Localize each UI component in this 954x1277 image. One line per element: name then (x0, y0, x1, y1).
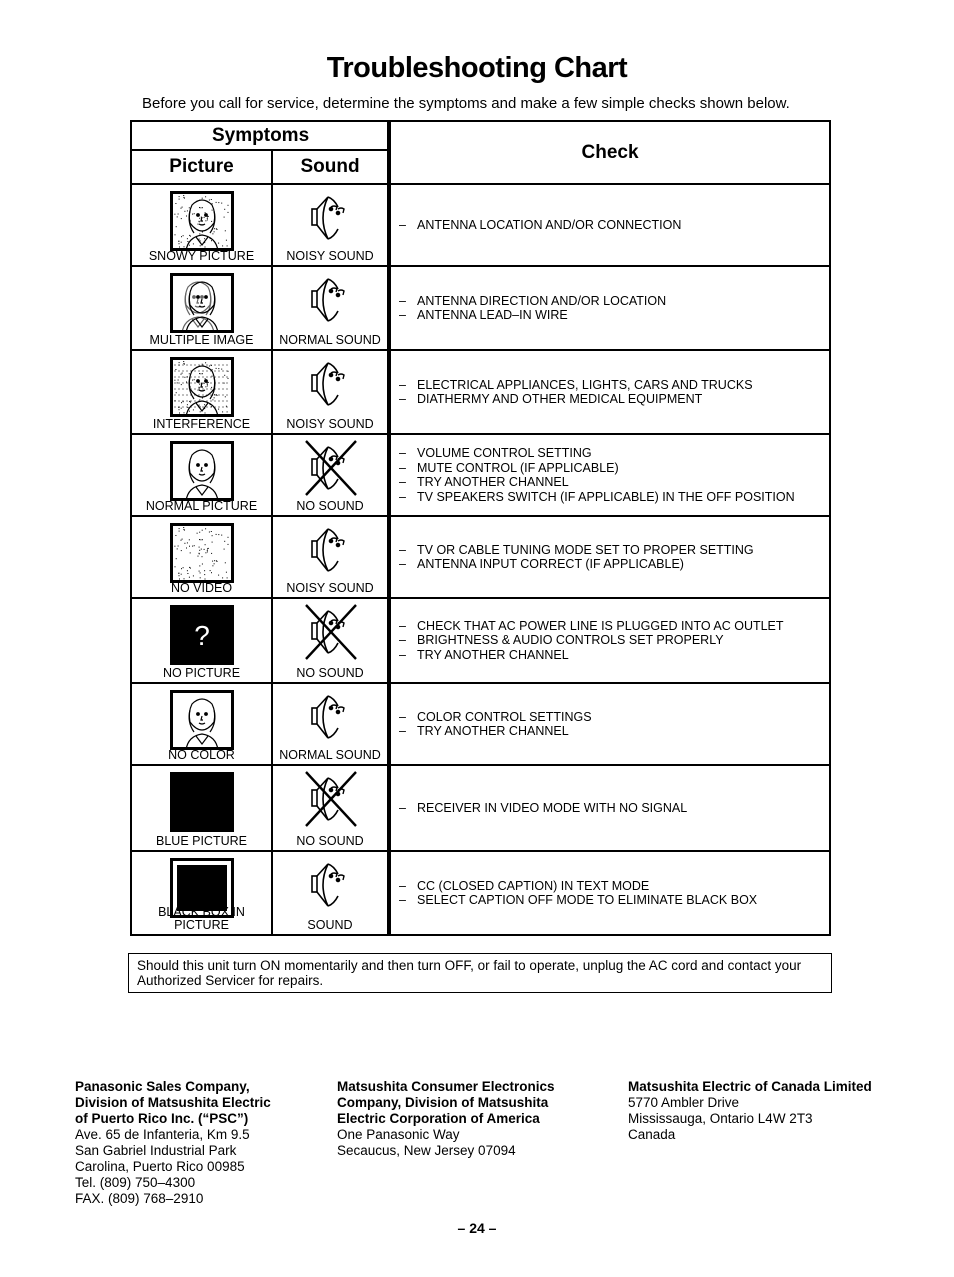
picture-cell (131, 350, 272, 434)
check-item: – TRY ANOTHER CHANNEL (399, 647, 569, 662)
address-heading-line: Division of Matsushita Electric (75, 1095, 271, 1110)
sound-cell (272, 516, 389, 598)
check-text: VOLUME CONTROL SETTING (417, 446, 592, 460)
check-text: BRIGHTNESS & AUDIO CONTROLS SET PROPERLY (417, 633, 724, 648)
page-number: – 24 – (457, 1220, 497, 1236)
header-sound: Sound (272, 150, 389, 184)
check-item: – CHECK THAT AC POWER LINE IS PLUGGED INTO AC OUTLET (399, 618, 784, 633)
table-row (131, 184, 830, 266)
check-text: MUTE CONTROL (IF APPLICABLE) (417, 460, 619, 475)
check-item: – TV SPEAKERS SWITCH (IF APPLICABLE) IN THE OFF POSITION (399, 489, 795, 504)
address-line: Secaucus, New Jersey 07094 (337, 1143, 516, 1158)
speaker-icon (273, 854, 387, 921)
tv-multiple-image-icon (132, 273, 271, 338)
header-picture: Picture (131, 150, 272, 184)
sound-cell (272, 683, 389, 765)
page-title: Troubleshooting Chart (326, 52, 628, 84)
check-item: – TRY ANOTHER CHANNEL (399, 475, 569, 489)
address-line: San Gabriel Industrial Park (75, 1143, 237, 1158)
page-subtitle: Before you call for service, determine the symptoms and make a few simple checks shown below. (142, 95, 790, 112)
table-row (131, 266, 830, 350)
check-text: TRY ANOTHER CHANNEL (417, 724, 569, 738)
picture-label: SNOWY PICTURE (148, 249, 255, 263)
table-row (131, 851, 830, 935)
sound-cell (272, 598, 389, 683)
address-line: Tel. (809) 750–4300 (75, 1175, 196, 1190)
address-canada (628, 1079, 872, 1143)
sound-label: NO SOUND (296, 499, 364, 513)
troubleshooting-table (130, 120, 831, 936)
address-heading-line: of Puerto Rico Inc. (“PSC”) (75, 1111, 249, 1126)
address-mcec (337, 1079, 555, 1159)
sound-label: NORMAL SOUND (279, 748, 381, 762)
table-row (131, 598, 830, 683)
address-line: One Panasonic Way (337, 1127, 460, 1142)
check-cell (389, 765, 830, 851)
sound-cell (272, 851, 389, 935)
sound-label: NOISY SOUND (286, 249, 374, 263)
check-cell (389, 350, 830, 434)
sound-label: NO SOUND (296, 834, 364, 848)
address-line: Mississauga, Ontario L4W 2T3 (628, 1111, 813, 1126)
check-item: – BRIGHTNESS & AUDIO CONTROLS SET PROPERLY (399, 633, 724, 648)
check-item: – ANTENNA LOCATION AND/OR CONNECTION (399, 217, 682, 232)
tv-blue-picture-icon (132, 772, 271, 837)
sound-label: NORMAL SOUND (279, 333, 381, 347)
check-item: – ANTENNA INPUT CORRECT (IF APPLICABLE) (399, 557, 684, 571)
check-text: ANTENNA DIRECTION AND/OR LOCATION (417, 293, 667, 308)
sound-cell (272, 765, 389, 851)
picture-cell (131, 683, 272, 765)
speaker-muted-icon (273, 768, 387, 835)
check-text: ANTENNA INPUT CORRECT (IF APPLICABLE) (417, 557, 684, 571)
picture-cell (131, 434, 272, 516)
picture-label: NORMAL PICTURE (145, 499, 258, 513)
speaker-icon (273, 353, 387, 420)
sound-cell (272, 184, 389, 266)
tv-no-color-icon (132, 690, 271, 755)
header-symptoms: Symptoms (131, 121, 389, 150)
check-item: – COLOR CONTROL SETTINGS (399, 709, 592, 724)
picture-label: MULTIPLE IMAGE (149, 333, 254, 347)
check-cell (389, 683, 830, 765)
table-row (131, 350, 830, 434)
speaker-muted-icon (273, 601, 387, 668)
check-item: – SELECT CAPTION OFF MODE TO ELIMINATE BLACK BOX (399, 893, 758, 907)
address-line: Ave. 65 de Infanteria, Km 9.5 (75, 1127, 250, 1142)
check-item: – ELECTRICAL APPLIANCES, LIGHTS, CARS AND TRUCKS (399, 377, 753, 392)
table-row (131, 516, 830, 598)
picture-cell (131, 516, 272, 598)
sound-label: NOISY SOUND (286, 581, 374, 595)
check-text: TV SPEAKERS SWITCH (IF APPLICABLE) IN THE OFF POSITION (417, 489, 795, 504)
question-mark: ? (193, 620, 210, 651)
address-line: Carolina, Puerto Rico 00985 (75, 1159, 245, 1174)
tv-no-video-icon (132, 523, 271, 588)
check-item: – ANTENNA LEAD–IN WIRE (399, 308, 568, 322)
table-row (131, 683, 830, 765)
address-heading-line: Electric Corporation of America (337, 1111, 540, 1126)
check-text: TRY ANOTHER CHANNEL (417, 647, 569, 662)
check-text: SELECT CAPTION OFF MODE TO ELIMINATE BLACK BOX (417, 893, 758, 907)
address-heading-line: Panasonic Sales Company, (75, 1079, 250, 1094)
check-text: DIATHERMY AND OTHER MEDICAL EQUIPMENT (417, 392, 703, 406)
tv-normal-icon (132, 441, 271, 506)
picture-cell (131, 765, 272, 851)
tv-interference-icon (132, 357, 271, 422)
picture-label: BLUE PICTURE (156, 834, 247, 848)
speaker-icon (273, 686, 387, 753)
address-line: Canada (628, 1127, 676, 1142)
check-cell (389, 434, 830, 516)
table-row (131, 765, 830, 851)
check-text: CHECK THAT AC POWER LINE IS PLUGGED INTO AC OUTLET (417, 618, 784, 633)
picture-label: INTERFERENCE (152, 417, 251, 431)
check-item: – RECEIVER IN VIDEO MODE WITH NO SIGNAL (399, 800, 688, 815)
picture-cell (131, 851, 272, 935)
check-text: TV OR CABLE TUNING MODE SET TO PROPER SETTING (417, 542, 754, 557)
table-row (131, 434, 830, 516)
check-text: CC (CLOSED CAPTION) IN TEXT MODE (417, 878, 650, 893)
check-text: ELECTRICAL APPLIANCES, LIGHTS, CARS AND TRUCKS (417, 377, 753, 392)
check-item: – CC (CLOSED CAPTION) IN TEXT MODE (399, 878, 650, 893)
address-line: FAX. (809) 768–2910 (75, 1191, 204, 1206)
check-text: COLOR CONTROL SETTINGS (417, 709, 592, 724)
address-line: 5770 Ambler Drive (628, 1095, 740, 1110)
picture-label: BLACK BOX IN PICTURE (158, 905, 245, 932)
picture-label: NO VIDEO (170, 581, 233, 595)
check-item: – TRY ANOTHER CHANNEL (399, 724, 569, 738)
header-check: Check (389, 121, 830, 184)
service-notice: Should this unit turn ON momentarily and then turn OFF, or fail to operate, unplug the AC cord and contact your Authorized Servicer for repairs. (128, 953, 832, 993)
check-item: – VOLUME CONTROL SETTING (399, 446, 592, 460)
tv-snowy-icon (132, 191, 271, 256)
picture-label: NO COLOR (168, 748, 235, 762)
check-cell (389, 851, 830, 935)
check-text: ANTENNA LEAD–IN WIRE (417, 308, 568, 322)
picture-label: NO PICTURE (162, 666, 241, 680)
check-item: – DIATHERMY AND OTHER MEDICAL EQUIPMENT (399, 392, 703, 406)
speaker-icon (273, 519, 387, 586)
check-item: – ANTENNA DIRECTION AND/OR LOCATION (399, 293, 667, 308)
picture-cell (131, 184, 272, 266)
address-heading-line: Company, Division of Matsushita (337, 1095, 549, 1110)
picture-cell (131, 598, 272, 683)
sound-cell (272, 350, 389, 434)
check-cell (389, 266, 830, 350)
address-heading-line: Matsushita Consumer Electronics (337, 1079, 555, 1094)
check-item: – MUTE CONTROL (IF APPLICABLE) (399, 460, 619, 475)
speaker-muted-icon (273, 437, 387, 504)
check-cell (389, 184, 830, 266)
address-heading-line: Matsushita Electric of Canada Limited (628, 1079, 872, 1094)
check-cell (389, 598, 830, 683)
sound-label: SOUND (307, 918, 353, 932)
tv-no-picture-icon (132, 605, 271, 670)
check-text: RECEIVER IN VIDEO MODE WITH NO SIGNAL (417, 800, 688, 815)
address-psc (75, 1079, 271, 1207)
check-text: TRY ANOTHER CHANNEL (417, 475, 569, 489)
picture-cell (131, 266, 272, 350)
speaker-icon (273, 187, 387, 254)
sound-cell (272, 434, 389, 516)
sound-label: NO SOUND (296, 666, 364, 680)
check-item: – TV OR CABLE TUNING MODE SET TO PROPER SETTING (399, 542, 754, 557)
sound-cell (272, 266, 389, 350)
check-text: ANTENNA LOCATION AND/OR CONNECTION (417, 217, 682, 232)
sound-label: NOISY SOUND (286, 417, 374, 431)
check-cell (389, 516, 830, 598)
speaker-icon (273, 269, 387, 336)
